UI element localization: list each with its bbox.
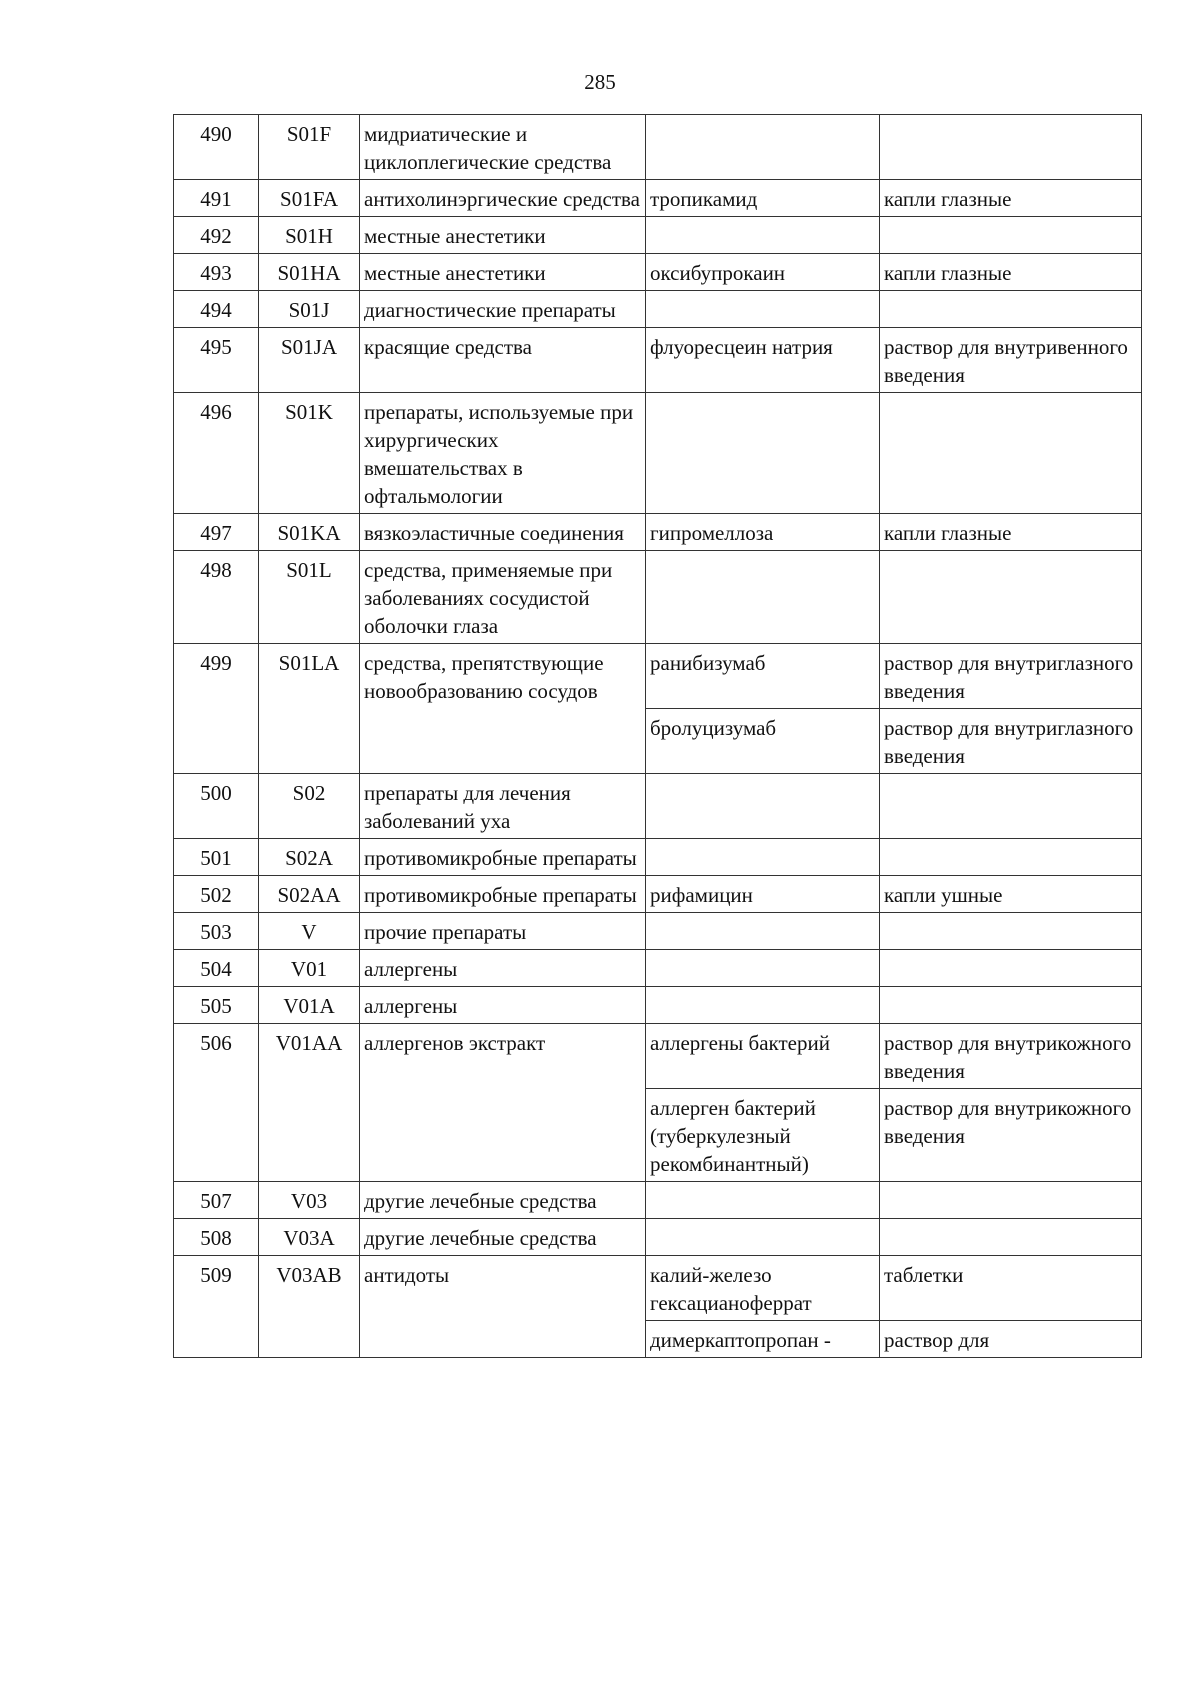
row-number: 506 xyxy=(174,1024,259,1182)
atc-code: V01A xyxy=(259,987,360,1024)
dosage-form xyxy=(880,393,1142,514)
group-name: другие лечебные средства xyxy=(360,1219,646,1256)
table-row xyxy=(174,291,1142,328)
dosage-form: капли глазные xyxy=(880,514,1142,551)
dosage-form xyxy=(880,839,1142,876)
drug-name xyxy=(646,1219,880,1256)
table-row xyxy=(174,393,1142,514)
atc-code: V01AA xyxy=(259,1024,360,1182)
drug-name: аллергены бактерий xyxy=(646,1024,880,1089)
table-row xyxy=(174,950,1142,987)
atc-code: S01L xyxy=(259,551,360,644)
group-name: аллергены xyxy=(360,950,646,987)
group-name: вязкоэластичные соединения xyxy=(360,514,646,551)
row-number: 507 xyxy=(174,1182,259,1219)
table-row xyxy=(174,1256,1142,1321)
table-row xyxy=(174,913,1142,950)
atc-code: V03 xyxy=(259,1182,360,1219)
group-name: мидриатические и циклоплегические средства xyxy=(360,115,646,180)
drug-name: ранибизумаб xyxy=(646,644,880,709)
row-number: 496 xyxy=(174,393,259,514)
group-name: антихолинэргические средства xyxy=(360,180,646,217)
dosage-form xyxy=(880,551,1142,644)
row-number: 498 xyxy=(174,551,259,644)
dosage-form: раствор для внутриглазного введения xyxy=(880,644,1142,709)
dosage-form: капли глазные xyxy=(880,180,1142,217)
row-number: 490 xyxy=(174,115,259,180)
group-name: препараты, используемые при хирургических вмешательствах в офтальмологии xyxy=(360,393,646,514)
dosage-form xyxy=(880,217,1142,254)
group-name: средства, препятствующие новообразованию сосудов xyxy=(360,644,646,774)
dosage-form: раствор для внутрикожного введения xyxy=(880,1089,1142,1182)
drug-table-body xyxy=(174,115,1142,1358)
drug-name: бролуцизумаб xyxy=(646,709,880,774)
drug-name: димеркаптопропан - xyxy=(646,1321,880,1358)
row-number: 508 xyxy=(174,1219,259,1256)
table-row xyxy=(174,774,1142,839)
row-number: 501 xyxy=(174,839,259,876)
atc-code: S01HA xyxy=(259,254,360,291)
row-number: 492 xyxy=(174,217,259,254)
drug-name xyxy=(646,950,880,987)
dosage-form xyxy=(880,950,1142,987)
group-name: местные анестетики xyxy=(360,254,646,291)
group-name: антидоты xyxy=(360,1256,646,1358)
row-number: 503 xyxy=(174,913,259,950)
table-row xyxy=(174,987,1142,1024)
table-row xyxy=(174,1219,1142,1256)
drug-name: флуоресцеин натрия xyxy=(646,328,880,393)
table-row xyxy=(174,876,1142,913)
row-number: 500 xyxy=(174,774,259,839)
drug-name: рифамицин xyxy=(646,876,880,913)
table-row xyxy=(174,180,1142,217)
group-name: аллергенов экстракт xyxy=(360,1024,646,1182)
drug-name: тропикамид xyxy=(646,180,880,217)
dosage-form: раствор для внутриглазного введения xyxy=(880,709,1142,774)
atc-code: S01FA xyxy=(259,180,360,217)
table-row xyxy=(174,644,1142,709)
row-number: 504 xyxy=(174,950,259,987)
row-number: 491 xyxy=(174,180,259,217)
group-name: диагностические препараты xyxy=(360,291,646,328)
group-name: противомикробные препараты xyxy=(360,839,646,876)
group-name: местные анестетики xyxy=(360,217,646,254)
group-name: средства, применяемые при заболеваниях сосудистой оболочки глаза xyxy=(360,551,646,644)
dosage-form xyxy=(880,774,1142,839)
atc-code: S01H xyxy=(259,217,360,254)
row-number: 495 xyxy=(174,328,259,393)
drug-name xyxy=(646,291,880,328)
drug-table xyxy=(173,114,1142,1358)
dosage-form xyxy=(880,115,1142,180)
atc-code: V01 xyxy=(259,950,360,987)
drug-name xyxy=(646,1182,880,1219)
group-name: красящие средства xyxy=(360,328,646,393)
table-row xyxy=(174,551,1142,644)
row-number: 509 xyxy=(174,1256,259,1358)
row-number: 497 xyxy=(174,514,259,551)
table-row xyxy=(174,1024,1142,1089)
drug-name: аллерген бактерий (туберкулезный рекомбинантный) xyxy=(646,1089,880,1182)
dosage-form: таблетки xyxy=(880,1256,1142,1321)
table-row xyxy=(174,1182,1142,1219)
group-name: противомикробные препараты xyxy=(360,876,646,913)
dosage-form xyxy=(880,1219,1142,1256)
dosage-form: раствор для xyxy=(880,1321,1142,1358)
row-number: 505 xyxy=(174,987,259,1024)
dosage-form xyxy=(880,987,1142,1024)
atc-code: V03AB xyxy=(259,1256,360,1358)
drug-name xyxy=(646,115,880,180)
atc-code: S01F xyxy=(259,115,360,180)
table-row xyxy=(174,254,1142,291)
atc-code: S01JA xyxy=(259,328,360,393)
atc-code: S01KA xyxy=(259,514,360,551)
drug-name xyxy=(646,551,880,644)
drug-name: гипромеллоза xyxy=(646,514,880,551)
table-row xyxy=(174,514,1142,551)
atc-code: S02 xyxy=(259,774,360,839)
group-name: аллергены xyxy=(360,987,646,1024)
table-row xyxy=(174,115,1142,180)
table-row xyxy=(174,217,1142,254)
row-number: 499 xyxy=(174,644,259,774)
drug-name xyxy=(646,913,880,950)
atc-code: V xyxy=(259,913,360,950)
table-row xyxy=(174,839,1142,876)
group-name: препараты для лечения заболеваний уха xyxy=(360,774,646,839)
row-number: 494 xyxy=(174,291,259,328)
drug-name xyxy=(646,774,880,839)
page-number: 285 xyxy=(584,70,616,94)
drug-name xyxy=(646,987,880,1024)
atc-code: S02A xyxy=(259,839,360,876)
atc-code: S01LA xyxy=(259,644,360,774)
row-number: 493 xyxy=(174,254,259,291)
drug-name xyxy=(646,217,880,254)
atc-code: S01J xyxy=(259,291,360,328)
atc-code: V03A xyxy=(259,1219,360,1256)
dosage-form: капли глазные xyxy=(880,254,1142,291)
atc-code: S01K xyxy=(259,393,360,514)
dosage-form xyxy=(880,1182,1142,1219)
dosage-form xyxy=(880,291,1142,328)
drug-name xyxy=(646,839,880,876)
atc-code: S02AA xyxy=(259,876,360,913)
drug-name: калий-железо гексацианоферрат xyxy=(646,1256,880,1321)
drug-name xyxy=(646,393,880,514)
drug-name: оксибупрокаин xyxy=(646,254,880,291)
dosage-form xyxy=(880,913,1142,950)
dosage-form: раствор для внутрикожного введения xyxy=(880,1024,1142,1089)
table-row xyxy=(174,328,1142,393)
dosage-form: раствор для внутривенного введения xyxy=(880,328,1142,393)
group-name: другие лечебные средства xyxy=(360,1182,646,1219)
dosage-form: капли ушные xyxy=(880,876,1142,913)
row-number: 502 xyxy=(174,876,259,913)
group-name: прочие препараты xyxy=(360,913,646,950)
